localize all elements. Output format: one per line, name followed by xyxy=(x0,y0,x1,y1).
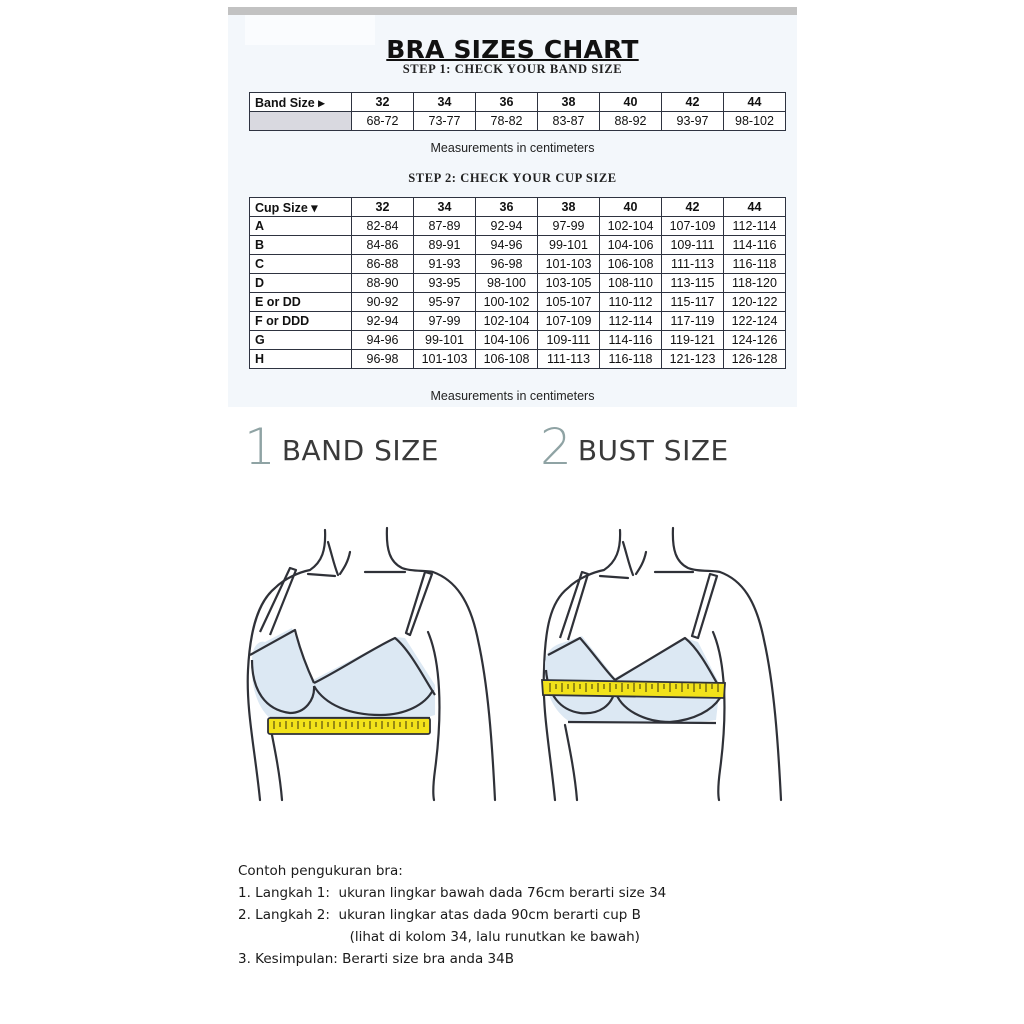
cup-label: E or DD xyxy=(250,293,352,312)
example-line: 2. Langkah 2: ukuran lingkar atas dada 90cm berarti cup B xyxy=(238,907,641,923)
cup-range: 107-109 xyxy=(662,217,724,236)
cup-range: 90-92 xyxy=(352,293,414,312)
band-range: 93-97 xyxy=(662,112,724,131)
step-number: 2 xyxy=(540,418,572,476)
cup-row xyxy=(250,350,786,369)
cup-col: 40 xyxy=(600,198,662,217)
band-measurement-illustration xyxy=(230,510,520,810)
band-range: 83-87 xyxy=(538,112,600,131)
cup-range: 107-109 xyxy=(538,312,600,331)
size-chart-panel xyxy=(228,15,797,407)
cup-range: 100-102 xyxy=(476,293,538,312)
cup-range: 92-94 xyxy=(352,312,414,331)
band-col: 42 xyxy=(662,93,724,112)
cup-range: 112-114 xyxy=(724,217,786,236)
cup-col: 32 xyxy=(352,198,414,217)
cup-range: 96-98 xyxy=(352,350,414,369)
cup-range: 94-96 xyxy=(352,331,414,350)
cup-label: A xyxy=(250,217,352,236)
band-col: 38 xyxy=(538,93,600,112)
cup-row xyxy=(250,255,786,274)
cup-range: 101-103 xyxy=(414,350,476,369)
cup-range: 101-103 xyxy=(538,255,600,274)
band-col: 44 xyxy=(724,93,786,112)
cup-range: 115-117 xyxy=(662,293,724,312)
cup-label: F or DDD xyxy=(250,312,352,331)
cup-label: B xyxy=(250,236,352,255)
cup-range: 84-86 xyxy=(352,236,414,255)
cup-range: 92-94 xyxy=(476,217,538,236)
band-col: 34 xyxy=(414,93,476,112)
step1-heading: STEP 1: CHECK YOUR BAND SIZE xyxy=(402,62,623,76)
band-range: 98-102 xyxy=(724,112,786,131)
band-range: 88-92 xyxy=(600,112,662,131)
band-range: 73-77 xyxy=(414,112,476,131)
cup-range: 106-108 xyxy=(600,255,662,274)
cup-col: 34 xyxy=(414,198,476,217)
cup-col: 38 xyxy=(538,198,600,217)
cup-range: 118-120 xyxy=(724,274,786,293)
cup-range: 89-91 xyxy=(414,236,476,255)
example-line: 1. Langkah 1: ukuran lingkar bawah dada 76cm berarti size 34 xyxy=(238,885,667,901)
bust-size-heading xyxy=(540,418,729,476)
cup-range: 94-96 xyxy=(476,236,538,255)
cup-range: 102-104 xyxy=(600,217,662,236)
cup-row xyxy=(250,217,786,236)
cup-range: 91-93 xyxy=(414,255,476,274)
cup-row xyxy=(250,274,786,293)
cup-range: 121-123 xyxy=(662,350,724,369)
cup-range: 120-122 xyxy=(724,293,786,312)
cup-range: 112-114 xyxy=(600,312,662,331)
cup-range: 99-101 xyxy=(538,236,600,255)
cup-range: 114-116 xyxy=(600,331,662,350)
cup-label: H xyxy=(250,350,352,369)
example-line: 3. Kesimpulan: Berarti size bra anda 34B xyxy=(238,951,514,967)
cup-range: 117-119 xyxy=(662,312,724,331)
cup-size-table xyxy=(249,197,786,369)
step2-heading: STEP 2: CHECK YOUR CUP SIZE xyxy=(408,171,617,185)
example-heading: Contoh pengukuran bra: xyxy=(238,863,403,879)
cup-range: 113-115 xyxy=(662,274,724,293)
cup-range: 106-108 xyxy=(476,350,538,369)
step-label: BUST SIZE xyxy=(577,434,729,467)
example-line: (lihat di kolom 34, lalu runutkan ke bawah) xyxy=(238,929,640,945)
band-size-heading xyxy=(244,418,439,476)
band-range: 78-82 xyxy=(476,112,538,131)
cup-label: G xyxy=(250,331,352,350)
cup-range: 88-90 xyxy=(352,274,414,293)
band-size-header-row xyxy=(250,93,786,112)
cup-row xyxy=(250,331,786,350)
cup-range: 111-113 xyxy=(538,350,600,369)
cup-col: 36 xyxy=(476,198,538,217)
cup-range: 103-105 xyxy=(538,274,600,293)
cup-range: 104-106 xyxy=(476,331,538,350)
cup-range: 109-111 xyxy=(538,331,600,350)
band-range-row xyxy=(250,112,786,131)
cup-range: 82-84 xyxy=(352,217,414,236)
measurement-example xyxy=(238,860,666,970)
cup-range: 104-106 xyxy=(600,236,662,255)
cup-size-label: Cup Size ▾ xyxy=(250,198,352,217)
cup-range: 116-118 xyxy=(600,350,662,369)
cup-range: 96-98 xyxy=(476,255,538,274)
cup-row xyxy=(250,293,786,312)
cup-range: 99-101 xyxy=(414,331,476,350)
cup-col: 44 xyxy=(724,198,786,217)
cup-range: 122-124 xyxy=(724,312,786,331)
cup-label: D xyxy=(250,274,352,293)
step2-note: Measurements in centimeters xyxy=(430,389,595,403)
cup-range: 93-95 xyxy=(414,274,476,293)
cup-range: 110-112 xyxy=(600,293,662,312)
cup-range: 126-128 xyxy=(724,350,786,369)
cup-row xyxy=(250,312,786,331)
cup-range: 111-113 xyxy=(662,255,724,274)
band-size-table xyxy=(249,92,786,131)
cup-row xyxy=(250,236,786,255)
cup-range: 116-118 xyxy=(724,255,786,274)
cup-range: 124-126 xyxy=(724,331,786,350)
band-range: 68-72 xyxy=(352,112,414,131)
cup-range: 98-100 xyxy=(476,274,538,293)
step-label: BAND SIZE xyxy=(281,434,439,467)
shaded-cell xyxy=(250,112,352,131)
bust-measurement-illustration xyxy=(520,510,800,810)
cup-range: 119-121 xyxy=(662,331,724,350)
cup-size-header-row xyxy=(250,198,786,217)
band-col: 40 xyxy=(600,93,662,112)
cup-range: 97-99 xyxy=(414,312,476,331)
cup-range: 114-116 xyxy=(724,236,786,255)
top-divider xyxy=(228,7,797,15)
band-size-label: Band Size ▸ xyxy=(250,93,352,112)
step1-note: Measurements in centimeters xyxy=(430,141,595,155)
cup-col: 42 xyxy=(662,198,724,217)
band-col: 32 xyxy=(352,93,414,112)
cup-range: 86-88 xyxy=(352,255,414,274)
cup-range: 108-110 xyxy=(600,274,662,293)
step-number: 1 xyxy=(244,418,276,476)
cup-range: 97-99 xyxy=(538,217,600,236)
cup-range: 95-97 xyxy=(414,293,476,312)
cup-range: 102-104 xyxy=(476,312,538,331)
chart-title: BRA SIZES CHART xyxy=(386,35,639,64)
cup-range: 87-89 xyxy=(414,217,476,236)
cup-range: 105-107 xyxy=(538,293,600,312)
cup-range: 109-111 xyxy=(662,236,724,255)
band-col: 36 xyxy=(476,93,538,112)
cup-label: C xyxy=(250,255,352,274)
